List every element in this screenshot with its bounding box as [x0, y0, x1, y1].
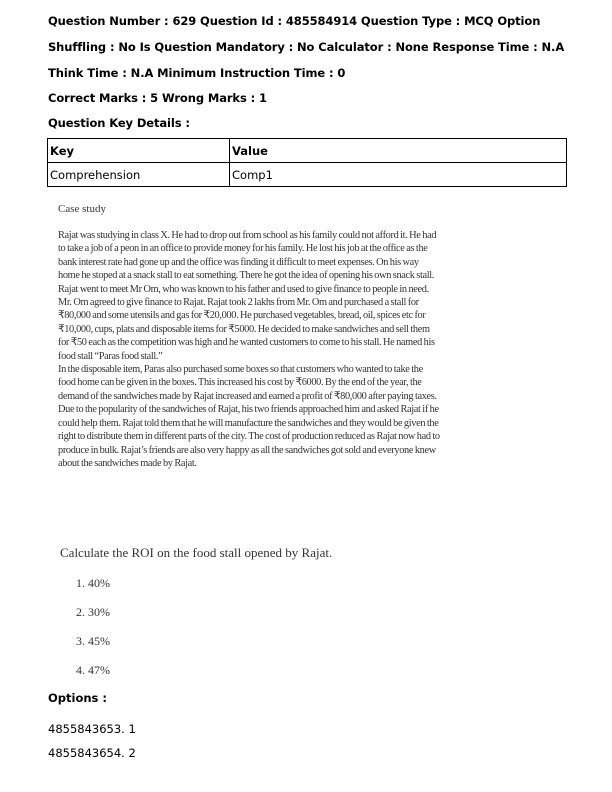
- marks-line: Correct Marks : 5 Wrong Marks : 1: [48, 91, 267, 105]
- table-header-value: Value: [230, 139, 567, 163]
- option-id: 4855843654. 2: [48, 746, 136, 760]
- table-cell-key: Comprehension: [48, 163, 230, 187]
- key-details-label: Question Key Details :: [48, 116, 190, 130]
- answer-choice: 4. 47%: [76, 663, 110, 677]
- table-header-row: [48, 139, 567, 163]
- passage-paragraph: Due to the popularity of the sandwiches of Rajat, his two friends approached him and asked Rajat if he could help them. Rajat told them that he will manufacture the sandwiches and they would be given the right to distribute them in different parts of the city. The cost of production reduced as Rajat now had to produce in bulk. Rajat’s friends are also very happy as all the sandwiches got sold and everyone knew about the sandwiches made by Rajat.: [58, 404, 440, 469]
- case-study-passage: [58, 229, 442, 470]
- answer-choice: 3. 45%: [76, 634, 110, 648]
- question-text: Calculate the ROI on the food stall opened by Rajat.: [60, 545, 333, 560]
- answer-choice: 2. 30%: [76, 605, 110, 619]
- passage-paragraph: In the disposable item, Paras also purchased some boxes so that customers who wanted to take the food home can be given in the boxes. This increased his cost by ₹6000. By the end of the year, the demand of the sandwiches made by Rajat increased and earned a profit of ₹80,000 after paying taxes.: [58, 364, 437, 402]
- option-id: 4855843653. 1: [48, 722, 136, 736]
- options-label: Options :: [48, 691, 107, 705]
- answer-choice: 1. 40%: [76, 576, 110, 590]
- table-cell-value: Comp1: [230, 163, 567, 187]
- question-meta: Question Number : 629 Question Id : 485584914 Question Type : MCQ Option Shuffling : No Is Question Mandatory : No Calculator : None Response Time : N.A Think Time : N.A Minimum Instruction Time : 0: [48, 14, 565, 80]
- case-study-title: Case study: [58, 203, 106, 215]
- passage-paragraph: Rajat was studying in class X. He had to drop out from school as his family could not afford it. He had to take a job of a peon in an office to provide money for his family. He lost his job at the office as the bank interest rate had gone up and the office was finding it difficult to meet expenses. On his way home he stoped at a snack stall to eat something. There he got the idea of opening his own snack stall. Rajat went to meet Mr Om, who was known to his father and used to give finance to people in need. Mr. Om agreed to give finance to Rajat. Rajat took 2 lakhs from Mr. Om and purchased a stall for ₹80,000 and some utensils and gas for ₹20,000. He purchased vegetables, bread, oil, spices etc for ₹10,000, cups, plats and disposable items for ₹5000. He decided to make sandwiches and sell them for ₹50 each as the competition was high and he wanted customers to come to his stall. He named his food stall “Paras food stall.”: [58, 230, 437, 362]
- key-value-table: [47, 138, 567, 187]
- table-header-key: Key: [48, 139, 230, 163]
- table-row: [48, 163, 567, 187]
